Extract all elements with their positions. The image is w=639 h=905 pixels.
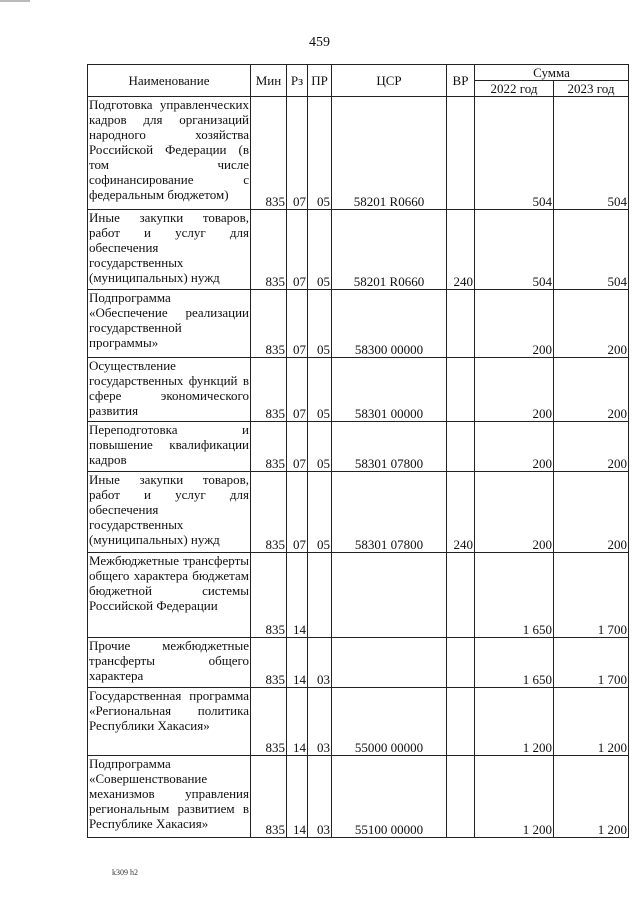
row-rz: 07 [287, 422, 308, 472]
row-sum-2022: 200 [475, 422, 554, 472]
row-csr [332, 638, 447, 688]
row-name: Государственная программа «Региональная политика Республики Хакасия» [88, 688, 251, 756]
row-csr: 55100 00000 [332, 756, 447, 838]
row-pr: 05 [308, 472, 332, 553]
header-year-2023: 2023 год [554, 81, 629, 97]
row-min: 835 [251, 210, 287, 290]
row-vr: 240 [447, 210, 475, 290]
header-min: Мин [251, 65, 287, 97]
row-sum-2022: 200 [475, 290, 554, 358]
table-row [88, 422, 629, 472]
row-sum-2023: 1 200 [554, 756, 629, 838]
header-vr: ВР [447, 65, 475, 97]
table-row [88, 210, 629, 290]
row-pr: 05 [308, 290, 332, 358]
row-csr: 58301 07800 [332, 472, 447, 553]
header-sum: Сумма [475, 65, 629, 81]
row-csr: 58300 00000 [332, 290, 447, 358]
row-min: 835 [251, 422, 287, 472]
row-rz: 07 [287, 210, 308, 290]
row-rz: 14 [287, 688, 308, 756]
row-vr [447, 97, 475, 210]
row-min: 835 [251, 358, 287, 422]
row-name: Осуществление государственных функций в сфере экономического развития [88, 358, 251, 422]
row-vr [447, 553, 475, 638]
header-csr: ЦСР [332, 65, 447, 97]
row-csr: 58301 07800 [332, 422, 447, 472]
row-min: 835 [251, 688, 287, 756]
row-rz: 14 [287, 638, 308, 688]
row-name: Подготовка управленческих кадров для организаций народного хозяйства Российской Федерации (в том числе софинансирование с федеральным бюджетом) [88, 97, 251, 210]
row-name: Иные закупки товаров, работ и услуг для обеспечения государственных (муниципальных) нужд [88, 210, 251, 290]
row-rz: 14 [287, 553, 308, 638]
table-row [88, 290, 629, 358]
row-pr: 05 [308, 422, 332, 472]
row-sum-2023: 1 200 [554, 688, 629, 756]
row-sum-2022: 504 [475, 97, 554, 210]
table-row [88, 756, 629, 838]
row-sum-2022: 1 650 [475, 638, 554, 688]
row-sum-2023: 1 700 [554, 553, 629, 638]
header-row [88, 65, 629, 81]
row-min: 835 [251, 638, 287, 688]
row-name: Межбюджетные трансферты общего характера бюджетам бюджетной системы Российской Федерации [88, 553, 251, 638]
row-sum-2023: 200 [554, 358, 629, 422]
header-name: Наименование [88, 65, 251, 97]
row-vr [447, 638, 475, 688]
row-sum-2022: 1 200 [475, 688, 554, 756]
row-min: 835 [251, 472, 287, 553]
row-vr [447, 422, 475, 472]
row-name: Прочие межбюджетные трансферты общего характера [88, 638, 251, 688]
row-csr: 55000 00000 [332, 688, 447, 756]
table-row [88, 472, 629, 553]
row-name: Подпрограмма «Обеспечение реализации государственной программы» [88, 290, 251, 358]
table-row [88, 638, 629, 688]
table-row [88, 358, 629, 422]
row-csr: 58201 R0660 [332, 97, 447, 210]
row-csr: 58201 R0660 [332, 210, 447, 290]
row-sum-2023: 200 [554, 422, 629, 472]
row-sum-2022: 200 [475, 358, 554, 422]
row-vr [447, 290, 475, 358]
row-sum-2022: 1 200 [475, 756, 554, 838]
row-vr [447, 358, 475, 422]
row-rz: 14 [287, 756, 308, 838]
row-min: 835 [251, 553, 287, 638]
row-pr: 03 [308, 688, 332, 756]
row-sum-2023: 504 [554, 210, 629, 290]
row-csr [332, 553, 447, 638]
scan-corner-mark [0, 0, 30, 2]
row-sum-2023: 504 [554, 97, 629, 210]
header-year-2022: 2022 год [475, 81, 554, 97]
row-name: Иные закупки товаров, работ и услуг для обеспечения государственных (муниципальных) нужд [88, 472, 251, 553]
row-vr: 240 [447, 472, 475, 553]
row-min: 835 [251, 97, 287, 210]
row-min: 835 [251, 756, 287, 838]
row-csr: 58301 00000 [332, 358, 447, 422]
table-row [88, 97, 629, 210]
row-sum-2023: 200 [554, 290, 629, 358]
table-row [88, 553, 629, 638]
row-pr: 05 [308, 97, 332, 210]
row-rz: 07 [287, 358, 308, 422]
row-vr [447, 688, 475, 756]
row-sum-2023: 1 700 [554, 638, 629, 688]
budget-table [87, 64, 629, 838]
page-number: 459 [309, 35, 330, 50]
row-min: 835 [251, 290, 287, 358]
row-sum-2022: 1 650 [475, 553, 554, 638]
table-row [88, 688, 629, 756]
header-rz: Рз [287, 65, 308, 97]
row-name: Подпрограмма «Совершенствование механизмов управления региональным развитием в Республике Хакасия» [88, 756, 251, 838]
row-vr [447, 756, 475, 838]
footer-code: k309 h2 [112, 868, 138, 877]
row-sum-2023: 200 [554, 472, 629, 553]
row-pr: 03 [308, 756, 332, 838]
row-rz: 07 [287, 97, 308, 210]
row-sum-2022: 200 [475, 472, 554, 553]
row-pr [308, 553, 332, 638]
row-pr: 03 [308, 638, 332, 688]
row-pr: 05 [308, 210, 332, 290]
row-rz: 07 [287, 472, 308, 553]
row-name: Переподготовка и повышение квалификации кадров [88, 422, 251, 472]
row-rz: 07 [287, 290, 308, 358]
header-pr: ПР [308, 65, 332, 97]
row-sum-2022: 504 [475, 210, 554, 290]
row-pr: 05 [308, 358, 332, 422]
